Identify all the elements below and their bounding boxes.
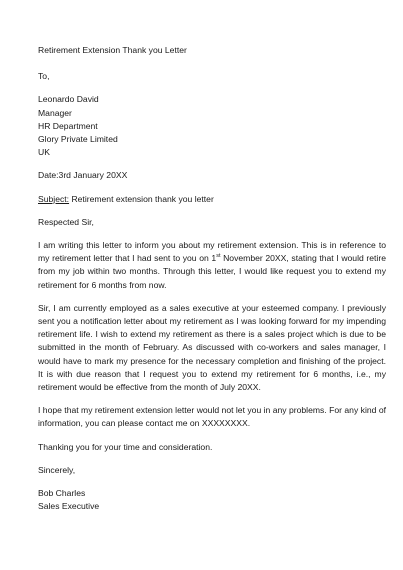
letter-heading: Retirement Extension Thank you Letter — [38, 45, 187, 55]
closing: Sincerely, — [38, 464, 76, 475]
recipient-block — [38, 93, 386, 159]
sender-name: Bob Charles — [38, 488, 86, 499]
subject-text: Retirement extension thank you letter — [69, 193, 214, 204]
salutation-to: To, — [38, 71, 50, 82]
thanks-line: Thanking you for your time and consideration. — [38, 441, 213, 452]
recipient-title: Manager — [38, 107, 72, 118]
letter-page — [38, 44, 386, 513]
recipient-department: HR Department — [38, 120, 98, 131]
subject-line — [38, 193, 386, 206]
sender-title: Sales Executive — [38, 501, 100, 512]
body-paragraph-3: I hope that my retirement extension letter would not let you in any problems. For any kind of information, you can please contact me on XXXXXXXX. — [38, 405, 386, 429]
recipient-country: UK — [38, 147, 50, 158]
greeting: Respected Sir, — [38, 216, 94, 227]
body-paragraph-2: Sir, I am currently employed as a sales executive at your esteemed company. I previously sent you a notification letter about my retirement as I was looking forward for my impending retirement life. I wish to extend my retirement as there is a sales project which is due to be submitted in the month of February. As discussed with co-workers and sales manager, I would have to mark my presence for the necessary completion and finishing of the project. It is with due reason that I request you to extend my retirement for 6 months, i.e., my retirement would be effective from the month of July 20XX. — [38, 302, 386, 393]
letter-date: Date:3rd January 20XX — [38, 170, 128, 181]
recipient-company: Glory Private Limited — [38, 134, 118, 145]
body-paragraph-1: I am writing this letter to inform you about my retirement extension. This is in reference to my retirement letter that I had sent to you on 1st November 20XX, stating that I would retire from my job within two months. Through this letter, I would like request you to extend my retirement for 6 months from now. — [38, 240, 386, 290]
recipient-name: Leonardo David — [38, 94, 99, 105]
subject-label: Subject: — [38, 193, 70, 204]
